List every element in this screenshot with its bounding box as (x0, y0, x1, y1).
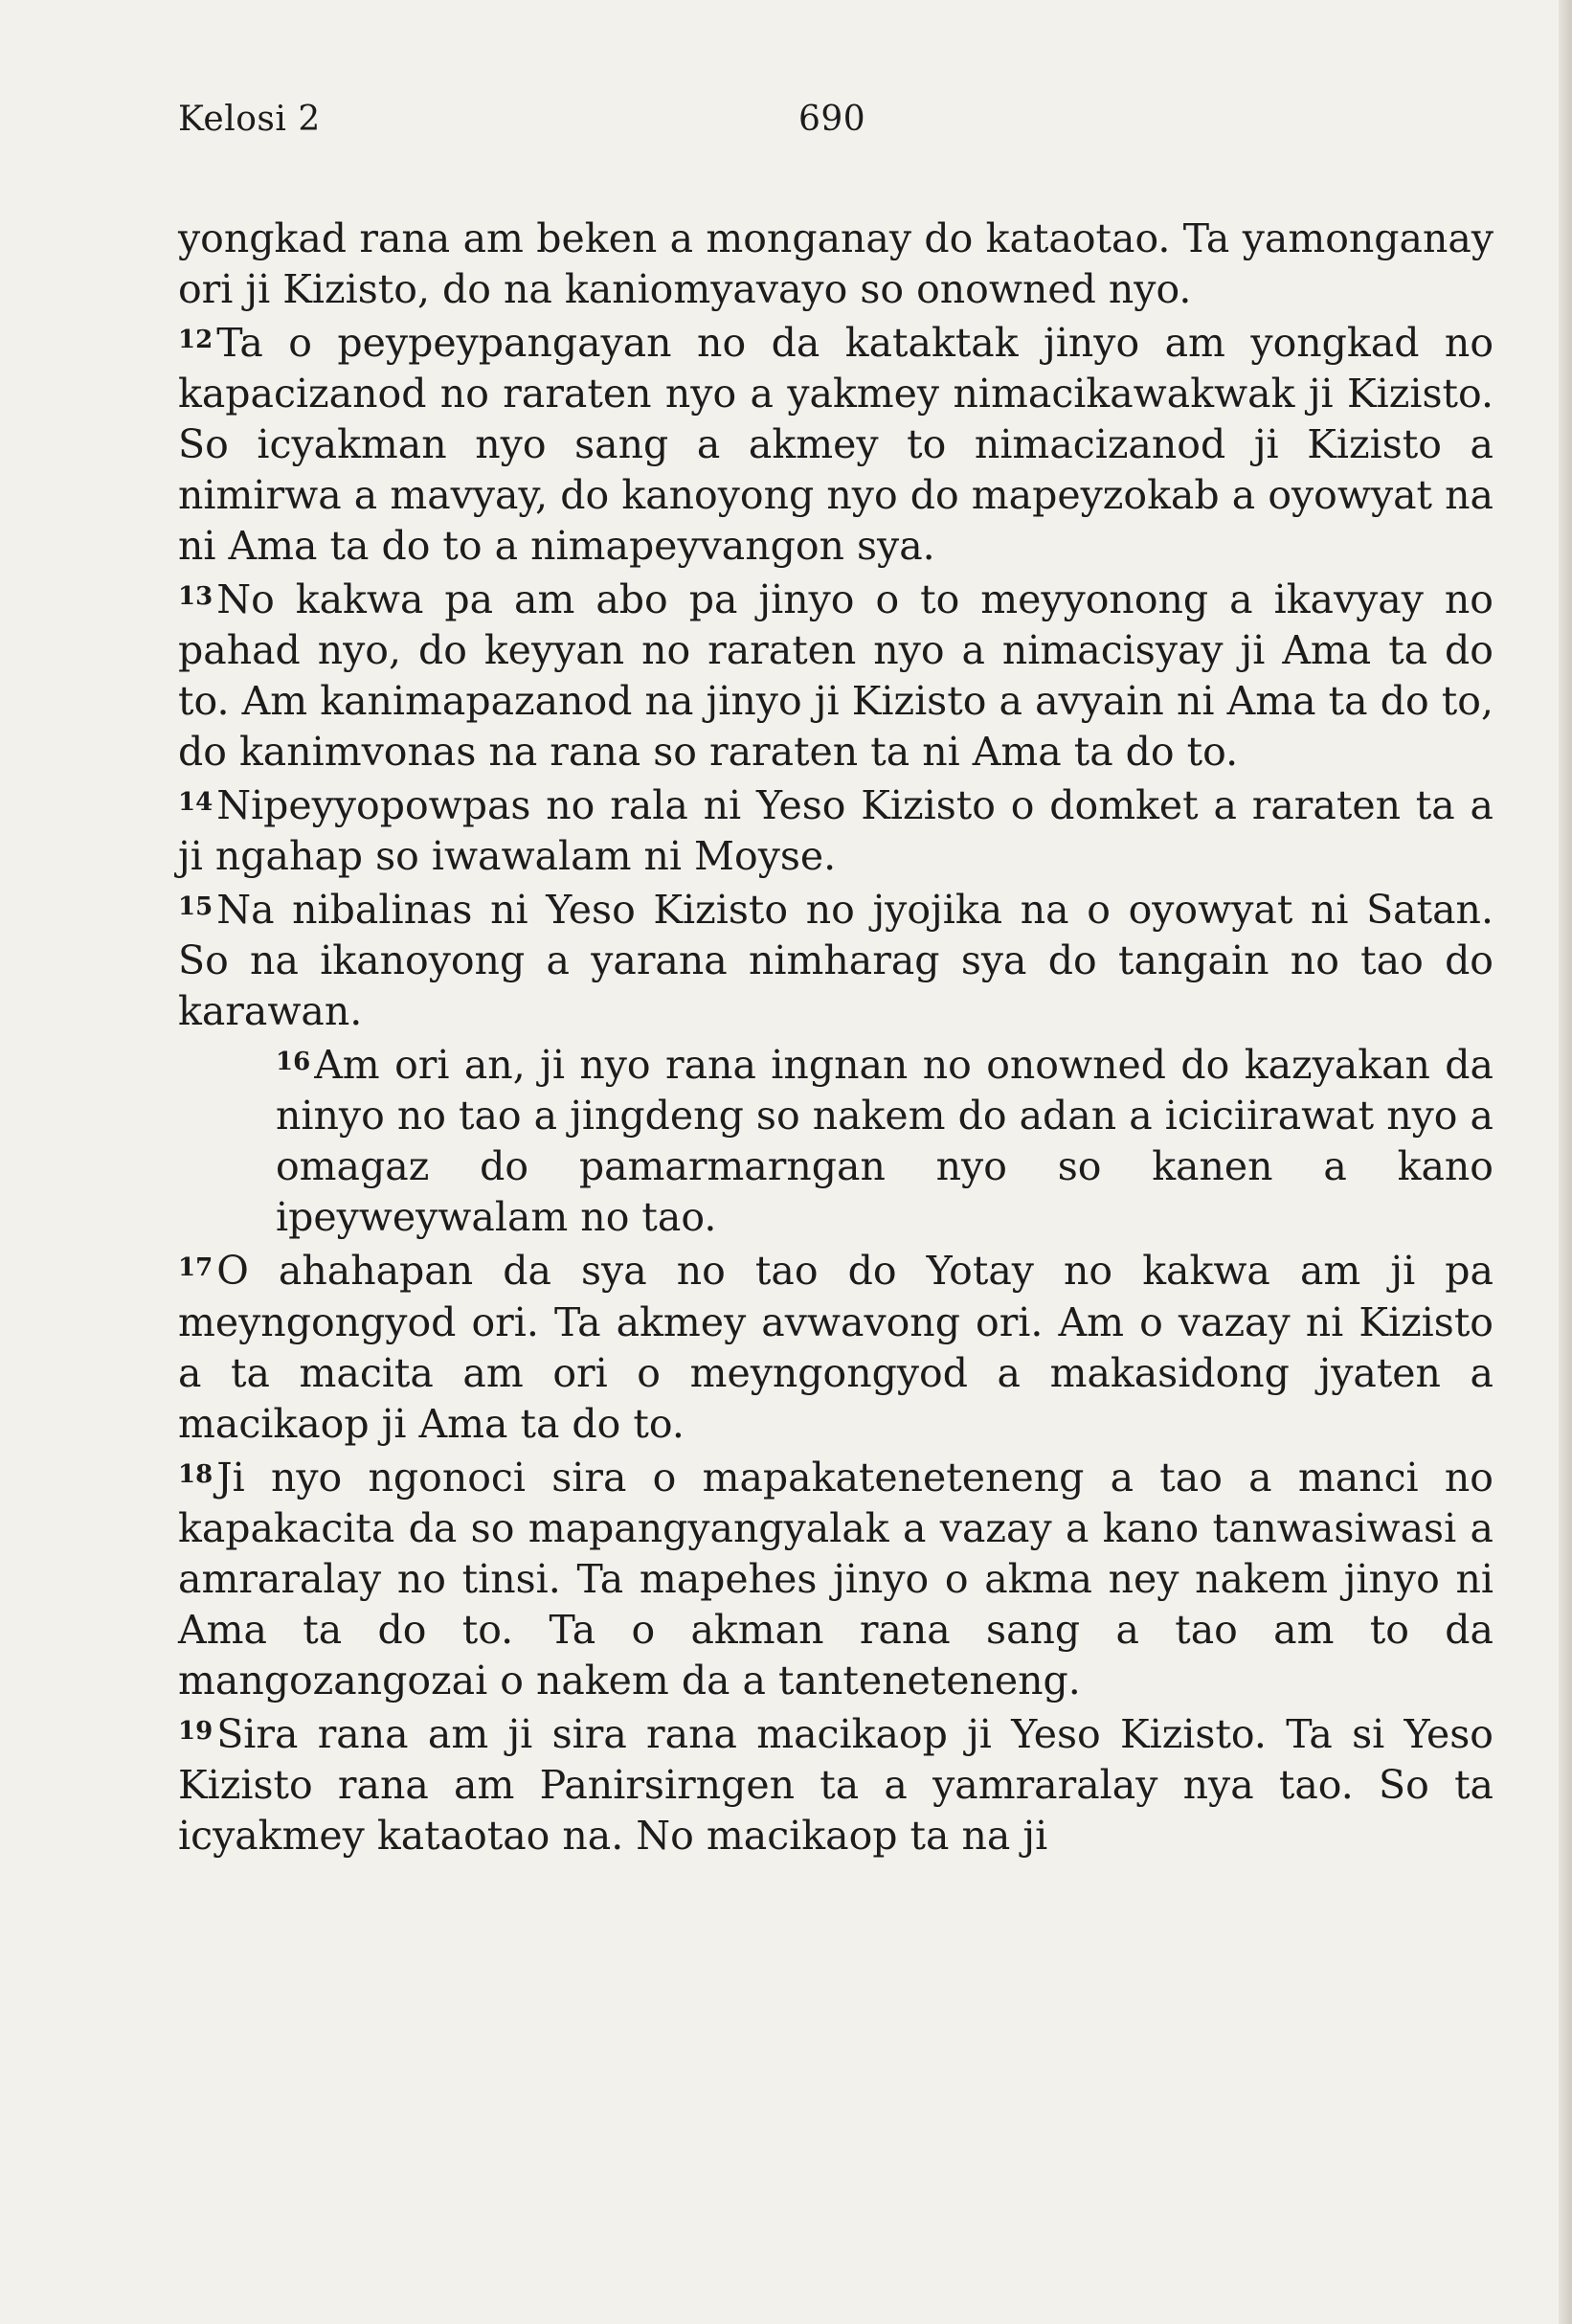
verse-number: 16 (276, 1048, 311, 1077)
verse-number: 14 (178, 788, 213, 818)
verse-16 (178, 1037, 1493, 1243)
verse-15 (178, 882, 1493, 1037)
running-header (178, 100, 1499, 147)
verse-18 (178, 1450, 1493, 1706)
verse-number: 15 (178, 892, 213, 922)
verse-text: Ji nyo ngonoci sira o mapakateneteneng a tao a manci no kapakacita da so mapangyangyalak a vazay a kano tanwasiwasi a amraralay no tinsi. Ta mapehes jinyo o akma ney nakem jinyo ni Ama ta do to. Ta o akman rana sang a tao am to da mangozangozai o nakem da a tanteneteneng. (178, 1454, 1493, 1704)
verse-17 (178, 1243, 1493, 1449)
verse-19 (178, 1706, 1493, 1861)
verse-number: 19 (178, 1716, 213, 1746)
verse-text: Sira rana am ji sira rana macikaop ji Yeso Kizisto. Ta si Yeso Kizisto rana am Panirsirngen ta a yamraralay nya tao. So ta icyakmey kataotao na. No macikaop ta na ji (178, 1710, 1493, 1859)
verse-number: 17 (178, 1253, 213, 1283)
page-edge (1559, 0, 1572, 2324)
verse-text: Ta o peypeypangayan no da kataktak jinyo am yongkad no kapacizanod no raraten nyo a yakmey nimacikawakwak ji Kizisto. So icyakman nyo sang a akmey to nimacizanod ji Kizisto a nimirwa a mavyay, do kanoyong nyo do mapeyzokab a oyowyat na ni Ama ta do to a nimapeyvangon sya. (178, 320, 1493, 570)
paragraph-continuation (178, 214, 1493, 315)
verse-12 (178, 315, 1493, 572)
verse-text: Na nibalinas ni Yeso Kizisto no jyojika na o oyowyat ni Satan. So na ikanoyong a yarana nimharag sya do tangain no tao do karawan. (178, 887, 1493, 1035)
verse-number: 12 (178, 326, 213, 354)
verse-14 (178, 778, 1493, 882)
book-title: Kelosi 2 (178, 100, 321, 139)
verse-number: 18 (178, 1459, 213, 1489)
verse-number: 13 (178, 582, 213, 612)
verse-13 (178, 572, 1493, 778)
verse-text: O ahahapan da sya no tao do Yotay no kakwa am ji pa meyngongyod ori. Ta akmey avwavong ori. Am o vazay ni Kizisto a ta macita am ori o meyngongyod a makasidong jyaten a macikaop ji Ama ta do to. (178, 1248, 1493, 1447)
verse-text: yongkad rana am beken a monganay do kataotao. Ta yamonganay ori ji Kizisto, do na kaniomyavayo so onowned nyo. (178, 215, 1493, 312)
page-number: 690 (798, 100, 866, 139)
body-text (178, 214, 1493, 1861)
verse-text: Nipeyyopowpas no rala ni Yeso Kizisto o domket a raraten ta a ji ngahap so iwawalam ni Moyse. (178, 782, 1493, 880)
verse-text: No kakwa pa am abo pa jinyo o to meyyonong a ikavyay no pahad nyo, do keyyan no raraten nyo a nimacisyay ji Ama ta do to. Am kanimapazanod na jinyo ji Kizisto a avyain ni Ama ta do to, do kanimvonas na rana so raraten ta ni Ama ta do to. (178, 576, 1493, 776)
verse-text: Am ori an, ji nyo rana ingnan no onowned do kazyakan da ninyo no tao a jingdeng so nakem do adan a iciciirawat nyo a omagaz do pamarmarngan nyo so kanen a kano ipeyweywalam no tao. (276, 1042, 1493, 1241)
